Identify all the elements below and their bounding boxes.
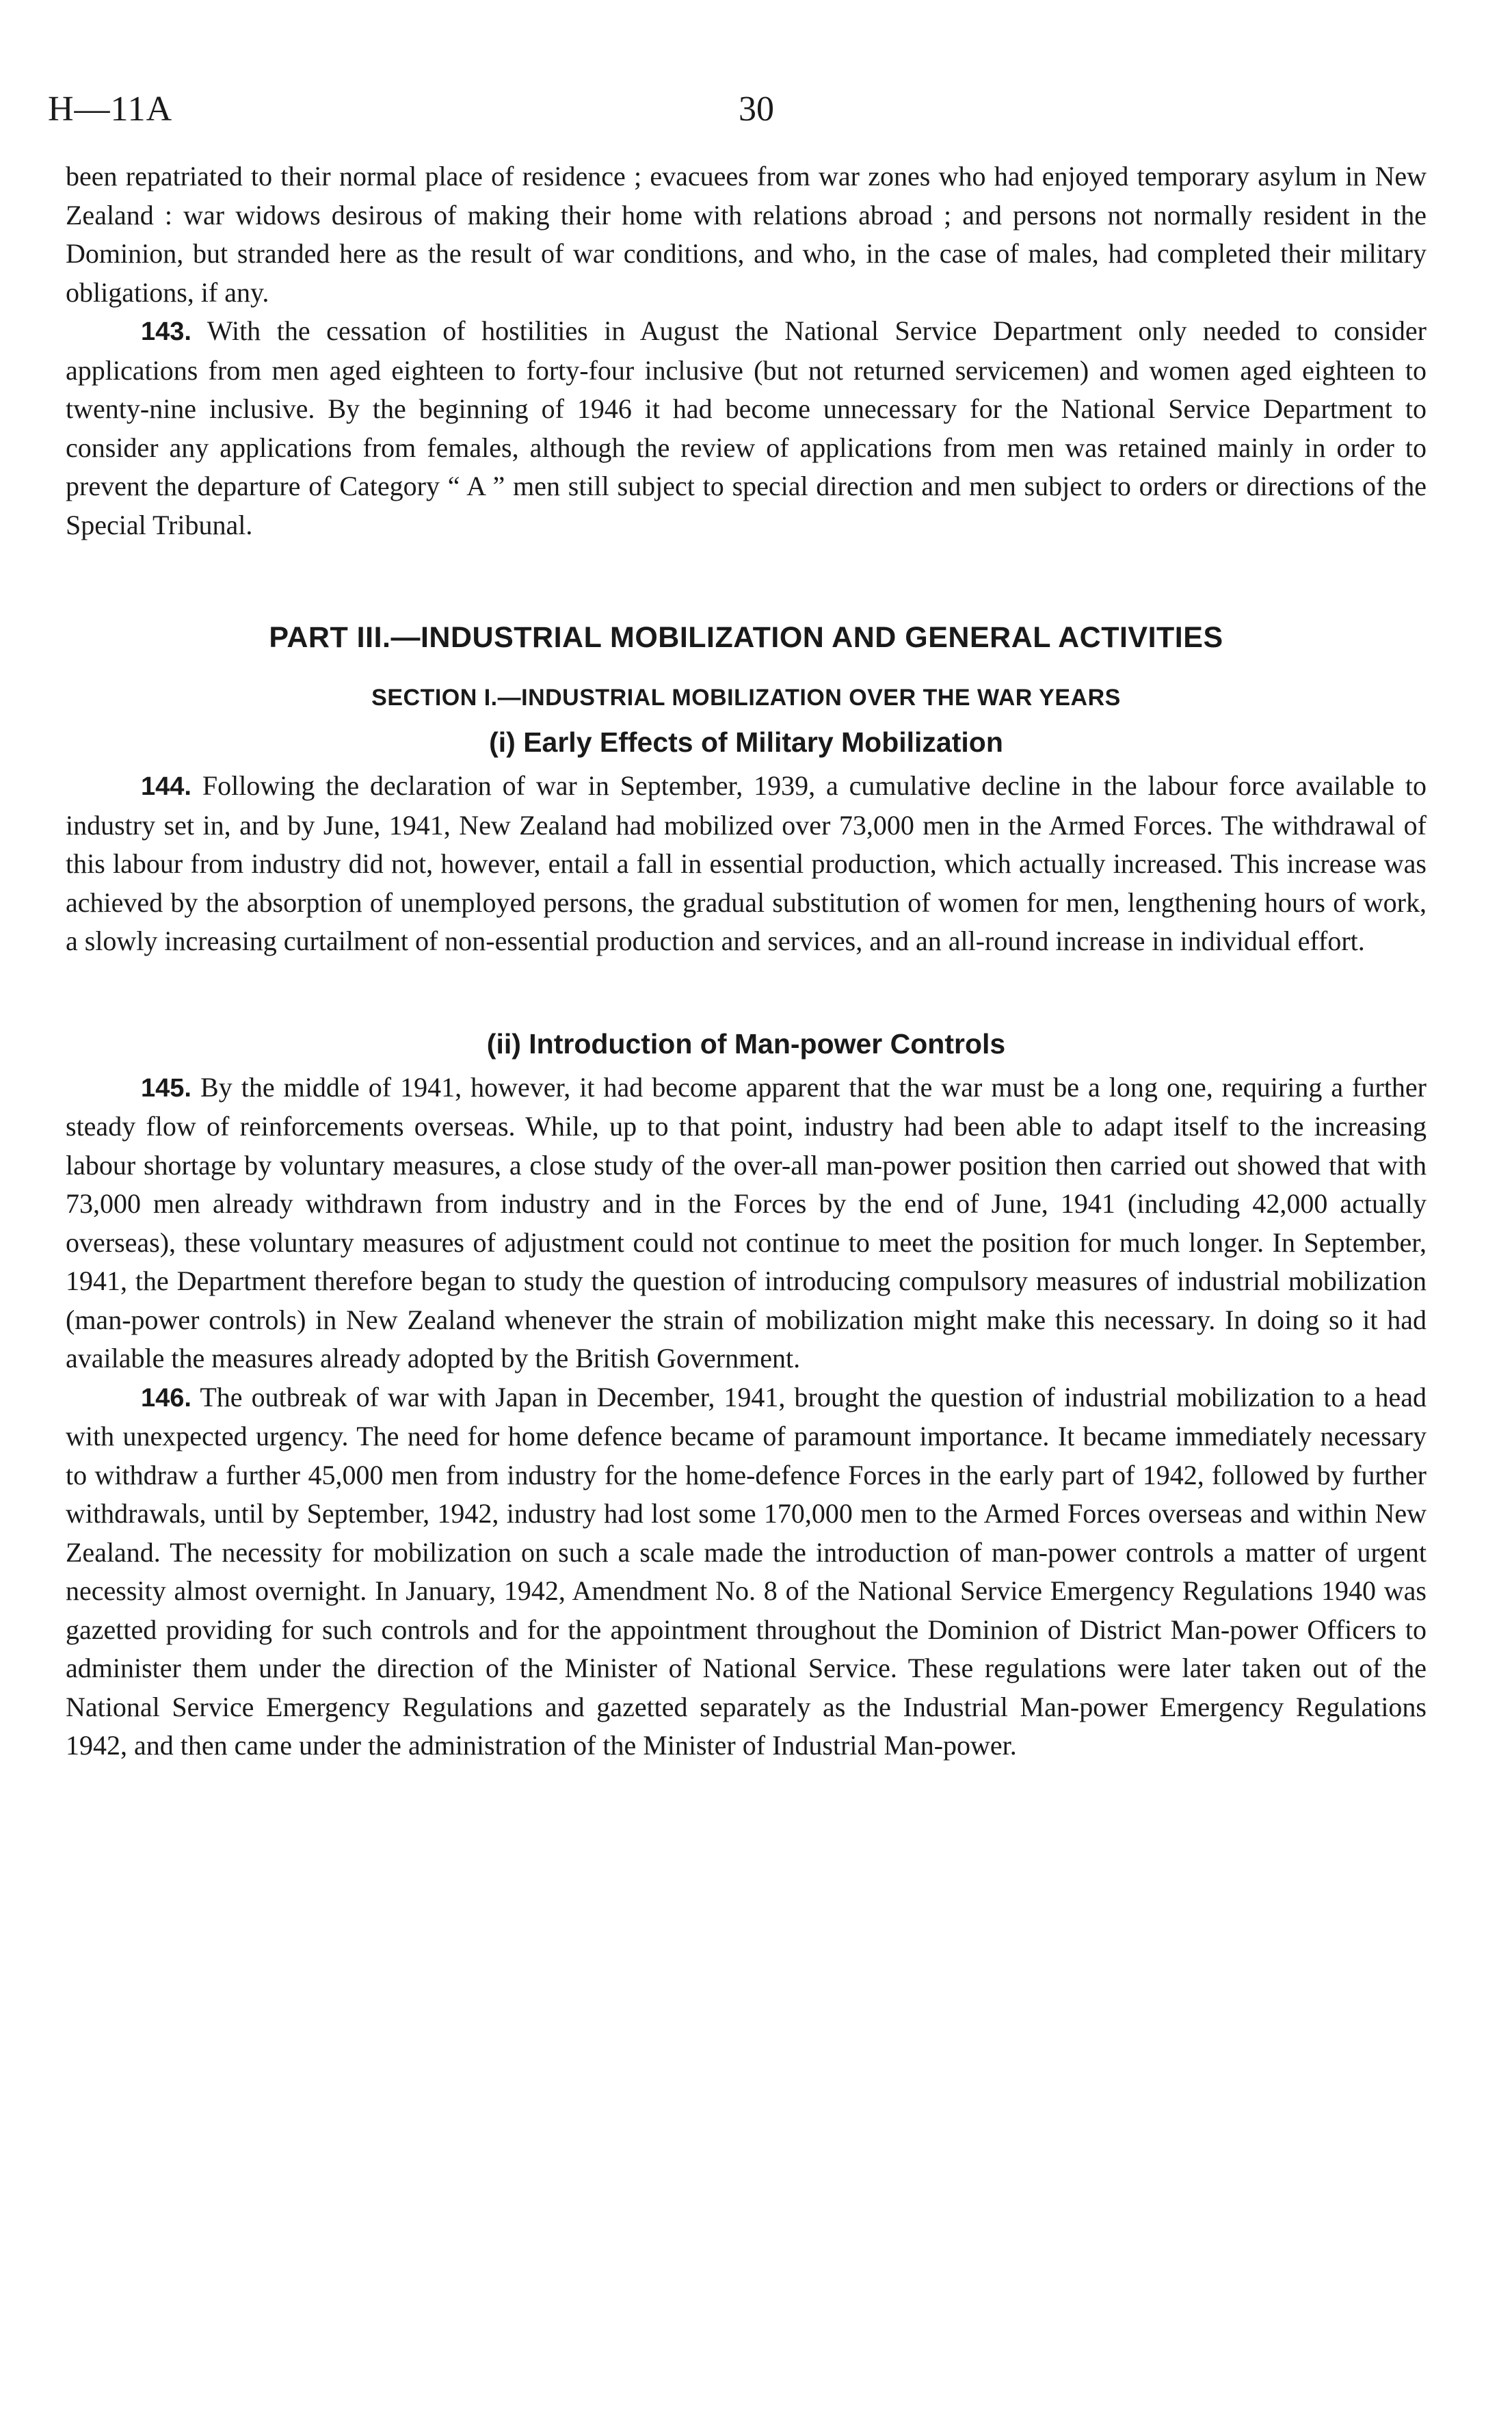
- paragraph-text: Following the declaration of war in September, 1939, a cumulative decline in the labour force available to industry set in, and by June, 1941, New Zealand had mobilized over 73,000 men in the Armed Forces. The withdrawal of this labour from industry did not, however, entail a fall in essential production, which actually increased. This increase was achieved by the absorption of unemployed persons, the gradual substitution of women for men, lengthening hours of work, a slowly increasing curtailment of non-essential production and services, and an all-round increase in individual effort.: [66, 770, 1427, 956]
- page-body: [66, 157, 1427, 1765]
- page-number: 30: [739, 90, 774, 129]
- page-header: [48, 89, 1436, 144]
- document-reference: H—11A: [48, 90, 173, 129]
- subsection-heading: (ii) Introduction of Man-power Controls: [486, 1027, 1006, 1060]
- paragraph-number: 145.: [141, 1073, 191, 1103]
- paragraph-146: [66, 1378, 1427, 1765]
- section-heading: SECTION I.—INDUSTRIAL MOBILIZATION OVER THE WAR YEARS: [371, 685, 1121, 711]
- paragraph-text: The outbreak of war with Japan in December, 1941, brought the question of industrial mobilization to a head with unexpected urgency. The need for home defence became of paramount importance. It became immediately necessary to withdraw a further 45,000 men from industry for the home-defence Forces in the early part of 1942, followed by further withdrawals, until by September, 1942, industry had lost some 170,000 men to the Armed Forces overseas and within New Zealand. The necessity for mobilization on such a scale made the introduction of man-power controls a matter of urgent necessity almost overnight. In January, 1942, Amendment No. 8 of the National Service Emergency Regulations 1940 was gazetted providing for such controls and for the appointment throughout the Dominion of District Man-power Officers to administer them under the direction of the Minister of National Service. These regulations were later taken out of the National Service Emergency Regulations and gazetted separately as the Industrial Man-power Emergency Regulations 1942, and then came under the administration of the Minister of Industrial Man-power.: [66, 1381, 1427, 1761]
- paragraph-143: [66, 312, 1427, 544]
- paragraph-144: [66, 767, 1427, 961]
- paragraph-number: 143.: [141, 317, 191, 346]
- paragraph-number: 146.: [141, 1383, 191, 1412]
- paragraph-text: By the middle of 1941, however, it had become apparent that the war must be a long one, requiring a further steady flow of reinforcements overseas. While, up to that point, industry had been able to adapt itself to the increasing labour shortage by voluntary measures, a close study of the over-all man-power position then carried out showed that with 73,000 men already withdrawn from industry and in the Forces by the end of June, 1941 (including 42,000 actually overseas), these voluntary measures of adjustment could not continue to meet the position for much longer. In September, 1941, the Department therefore began to study the question of introducing compulsory measures of industrial mobilization (man-power controls) in New Zealand whenever the strain of mobilization might make this necessary. In doing so it had available the measures already adopted by the British Government.: [66, 1071, 1427, 1374]
- paragraph-continued: been repatriated to their normal place of residence ; evacuees from war zones who had enjoyed temporary asylum in New Zealand : war widows desirous of making their home with relations abroad ; and persons not normally resident in the Dominion, but stranded here as the result of war conditions, and who, in the case of males, had completed their military obligations, if any.: [66, 161, 1427, 308]
- part-heading: PART III.—INDUSTRIAL MOBILIZATION AND GENERAL ACTIVITIES: [269, 621, 1223, 654]
- paragraph-number: 144.: [141, 772, 191, 801]
- paragraph-145: [66, 1068, 1427, 1378]
- paragraph-text: With the cessation of hostilities in August the National Service Department only needed to consider applications from men aged eighteen to forty-four inclusive (but not returned servicemen) and women aged eighteen to twenty-nine inclusive. By the beginning of 1946 it had become unnecessary for the National Service Department to consider any applications from females, although the review of applications from men was retained mainly in order to prevent the departure of Category “ A ” men still subject to special direction and men subject to orders or directions of the Special Tribunal.: [66, 315, 1427, 540]
- subsection-heading: (i) Early Effects of Military Mobilization: [489, 726, 1003, 758]
